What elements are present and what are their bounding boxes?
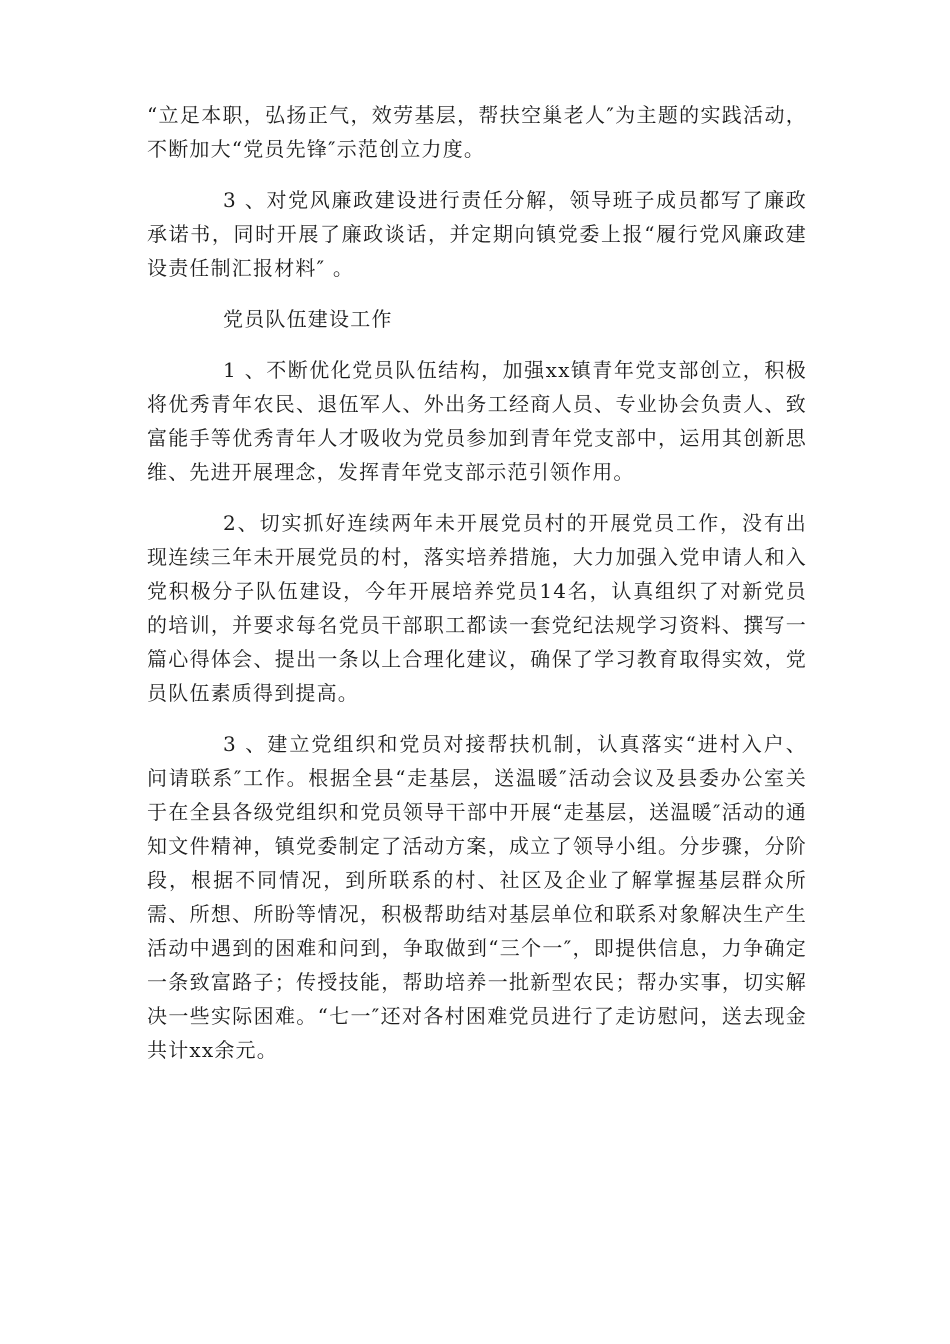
- paragraph-optimize-structure: 1 、不断优化党员队伍结构，加强xx镇青年党支部创立，积极将优秀青年农民、退伍军人、外出务工经商人员、专业协会负责人、致富能手等优秀青年人才吸收为党员参加到青年党支部中，运用其创新思维、先进开展理念，发挥青年党支部示范引领作用。: [147, 358, 807, 484]
- paragraph-assistance-mechanism: 3 、建立党组织和党员对接帮扶机制，认真落实“进村入户、问请联系″工作。根据全县“走基层，送温暖″活动会议及县委办公室关于在全县各级党组织和党员领导干部中开展“走基层，送温暖″活动的通知文件精神，镇党委制定了活动方案，成立了领导小组。分步骤，分阶段，根据不同情况，到所联系的村、社区及企业了解掌握基层群众所需、所想、所盼等情况，积极帮助结对基层单位和联系对象解决生产生活动中遇到的困难和问到，争取做到“三个一″，即提供信息，力争确定一条致富路子；传授技能，帮助培养一批新型农民；帮办实事，切实解决一些实际困难。“七一″还对各村困难党员进行了走访慰问，送去现金共计xx余元。: [147, 732, 807, 1062]
- document-page: [147, 98, 807, 1084]
- section-heading-party-team: 党员队伍建设工作: [223, 307, 393, 331]
- paragraph-practice-activity: “立足本职，弘扬正气，效劳基层，帮扶空巢老人″为主题的实践活动，不断加大“党员先锋″示范创立力度。: [147, 103, 807, 161]
- paragraph-member-development: 2、切实抓好连续两年未开展党员村的开展党员工作，没有出现连续三年未开展党员的村，落实培养措施，大力加强入党申请人和入党积极分子队伍建设，今年开展培养党员14名，认真组织了对新党员的培训，并要求每名党员干部职工都读一套党纪法规学习资料、撰写一篇心得体会、提出一条以上合理化建议，确保了学习教育取得实效，党员队伍素质得到提高。: [147, 511, 807, 705]
- paragraph-clean-governance: 3 、对党风廉政建设进行责任分解，领导班子成员都写了廉政承诺书，同时开展了廉政谈话，并定期向镇党委上报“履行党风廉政建设责任制汇报材料″ 。: [147, 188, 807, 280]
